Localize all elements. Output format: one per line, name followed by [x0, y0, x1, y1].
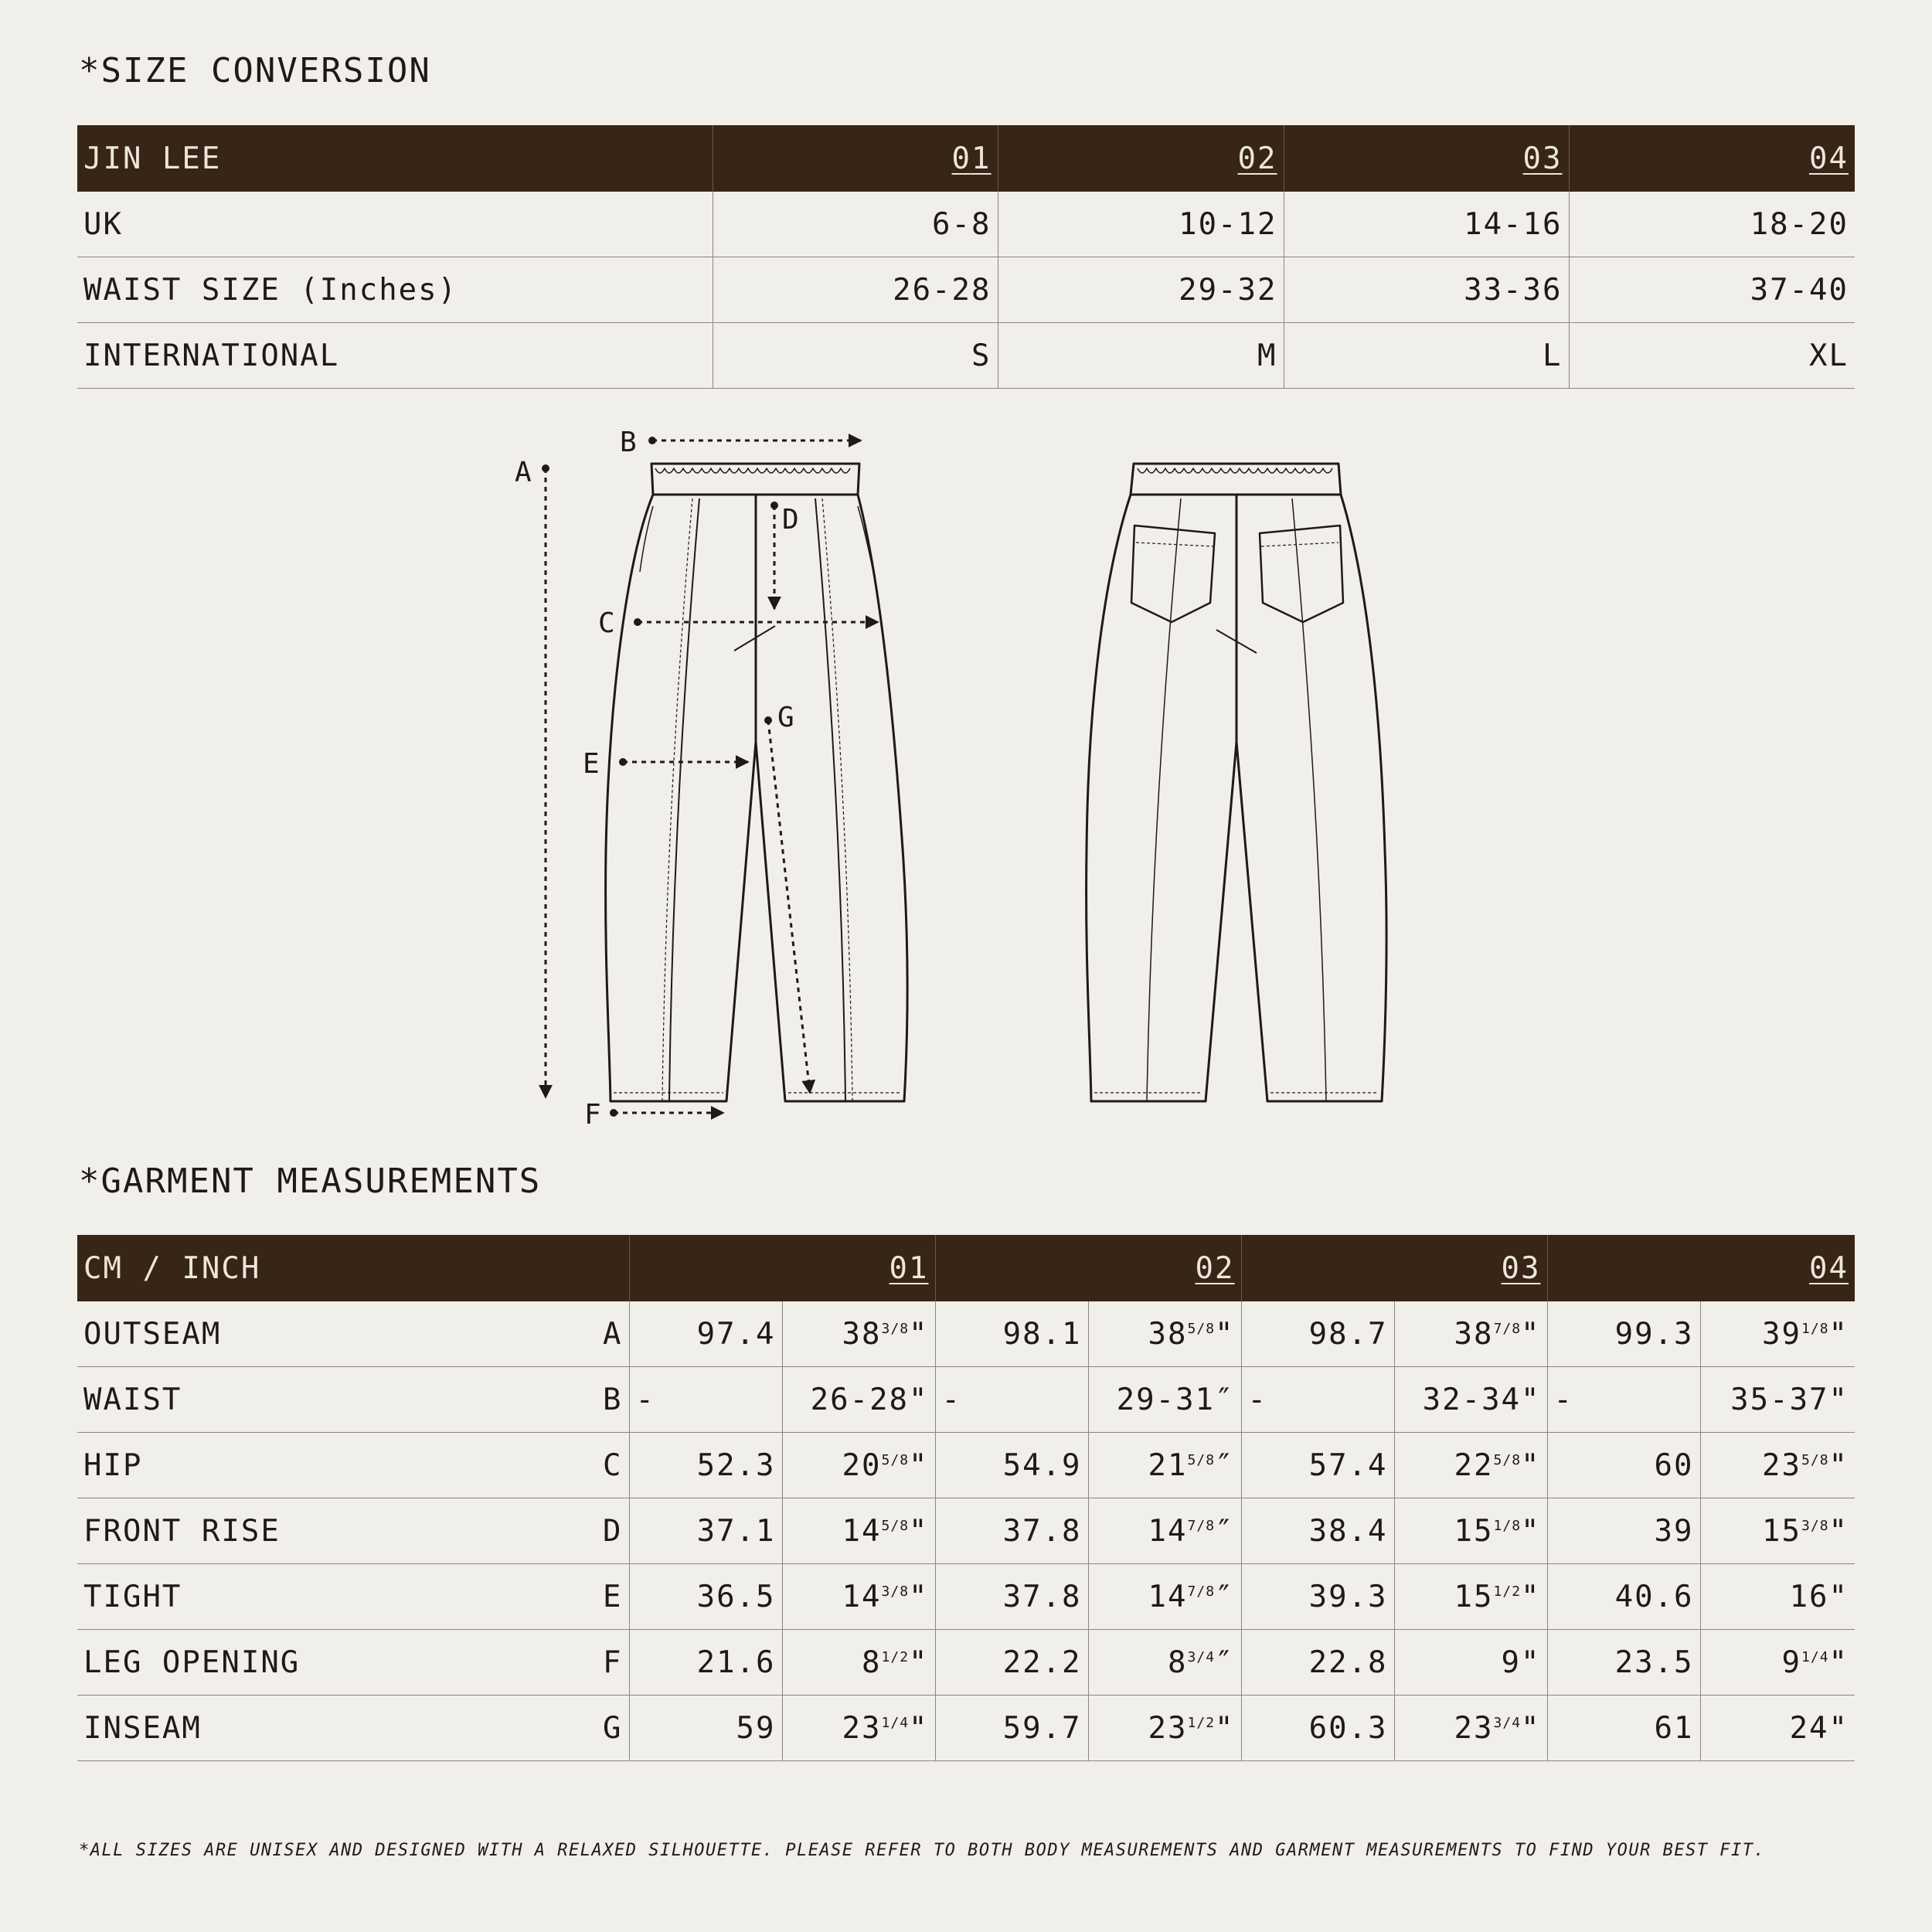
table-row: [77, 257, 1855, 323]
row-label: UK: [77, 192, 713, 257]
table-row: [77, 1433, 1855, 1498]
row-label: TIGHT: [77, 1564, 529, 1630]
inch-value: [1088, 1630, 1241, 1696]
inch-symbol: ": [1521, 1316, 1541, 1352]
inch-whole: 38: [842, 1316, 882, 1352]
label-d: D: [782, 504, 799, 536]
cm-value: 57.4: [1241, 1433, 1394, 1498]
inch-value: [782, 1696, 935, 1761]
inch-whole: 14: [842, 1513, 882, 1549]
row-label: WAIST: [77, 1367, 529, 1433]
inch-whole: 39: [1762, 1316, 1802, 1352]
size-01-header: 01: [889, 1250, 929, 1286]
row-label: INTERNATIONAL: [77, 323, 713, 389]
inch-whole: 32-34: [1422, 1382, 1522, 1417]
cm-value: 97.4: [629, 1301, 782, 1367]
cm-value: -: [935, 1367, 1088, 1433]
size-04-header: 04: [1809, 1250, 1849, 1286]
inch-whole: 23: [1148, 1710, 1188, 1746]
inch-fraction: 1/8: [1801, 1320, 1829, 1337]
row-letter: D: [529, 1498, 629, 1564]
inch-whole: 35-37: [1730, 1382, 1829, 1417]
back-view-pants: [1087, 464, 1386, 1101]
inch-value: [1394, 1564, 1547, 1630]
table-row: [77, 323, 1855, 389]
table-row: [77, 1367, 1855, 1433]
inch-whole: 9: [1781, 1645, 1802, 1680]
inch-symbol: ": [909, 1513, 929, 1549]
table-cell: 10-12: [998, 192, 1284, 257]
size-03-header: 03: [1522, 141, 1563, 176]
cm-value: 38.4: [1241, 1498, 1394, 1564]
cm-value: 36.5: [629, 1564, 782, 1630]
size-conversion-title: *SIZE CONVERSION: [79, 51, 431, 90]
inch-value: [782, 1433, 935, 1498]
inch-whole: 14: [842, 1579, 882, 1614]
footnote: *ALL SIZES ARE UNISEX AND DESIGNED WITH A RELAXED SILHOUETTE. PLEASE REFER TO BOTH BODY MEASUREMENTS AND GARMENT MEASUREMENTS TO FIND YOUR BEST FIT.: [79, 1841, 1766, 1860]
inch-value: [1700, 1433, 1855, 1498]
row-letter: F: [529, 1630, 629, 1696]
size-04-header: 04: [1809, 141, 1849, 176]
row-letter: E: [529, 1564, 629, 1630]
label-a: A: [515, 457, 532, 488]
table-row: [77, 1301, 1855, 1367]
inch-symbol: ": [909, 1710, 929, 1746]
cm-value: 60: [1547, 1433, 1700, 1498]
inch-value: [1394, 1433, 1547, 1498]
inch-symbol: ": [1521, 1447, 1541, 1483]
row-label: OUTSEAM: [77, 1301, 529, 1367]
inch-fraction: 1/2: [881, 1648, 910, 1665]
inch-symbol: ″: [1215, 1645, 1235, 1680]
row-letter: G: [529, 1696, 629, 1761]
inch-symbol: ": [909, 1579, 929, 1614]
cm-value: -: [1241, 1367, 1394, 1433]
inch-whole: 23: [842, 1710, 882, 1746]
row-label: INSEAM: [77, 1696, 529, 1761]
garment-header-row: [77, 1235, 1855, 1301]
inch-symbol: ": [1828, 1382, 1849, 1417]
inch-value: [782, 1498, 935, 1564]
table-cell: 6-8: [713, 192, 998, 257]
row-letter: B: [529, 1367, 629, 1433]
inch-fraction: 1/4: [881, 1714, 910, 1731]
inch-fraction: 1/2: [1187, 1714, 1216, 1731]
cm-value: 61: [1547, 1696, 1700, 1761]
inch-fraction: 5/8: [1801, 1451, 1829, 1468]
cm-value: 37.1: [629, 1498, 782, 1564]
inch-value: [1088, 1696, 1241, 1761]
table-row: [77, 1696, 1855, 1761]
inch-fraction: 7/8: [1187, 1583, 1216, 1600]
size-02-header: 02: [1195, 1250, 1235, 1286]
inch-fraction: 1/8: [1493, 1517, 1522, 1534]
cm-value: 52.3: [629, 1433, 782, 1498]
inch-value: [1700, 1564, 1855, 1630]
inch-value: [1700, 1696, 1855, 1761]
inch-whole: 26-28: [810, 1382, 910, 1417]
inch-value: [1088, 1433, 1241, 1498]
table-row: [77, 1564, 1855, 1630]
inch-fraction: 5/8: [1187, 1320, 1216, 1337]
inch-value: [1088, 1367, 1241, 1433]
inch-whole: 22: [1454, 1447, 1494, 1483]
brand-label: JIN LEE: [77, 125, 713, 192]
inch-symbol: ": [1828, 1316, 1849, 1352]
cm-value: 59.7: [935, 1696, 1088, 1761]
cm-value: 22.8: [1241, 1630, 1394, 1696]
inch-value: [1088, 1498, 1241, 1564]
table-row: [77, 1630, 1855, 1696]
inch-symbol: ": [1215, 1316, 1235, 1352]
garment-measurements-table: [77, 1235, 1855, 1761]
inch-symbol: ": [1828, 1579, 1849, 1614]
inch-value: [1700, 1498, 1855, 1564]
inch-whole: 15: [1454, 1579, 1494, 1614]
inch-symbol: ": [1521, 1513, 1541, 1549]
cm-value: 40.6: [1547, 1564, 1700, 1630]
inch-fraction: 3/8: [1801, 1517, 1829, 1534]
inch-fraction: 7/8: [1187, 1517, 1216, 1534]
cm-value: 37.8: [935, 1498, 1088, 1564]
inch-value: [782, 1630, 935, 1696]
cm-value: 39: [1547, 1498, 1700, 1564]
inch-symbol: ": [1828, 1447, 1849, 1483]
inch-value: [1394, 1301, 1547, 1367]
size-conversion-table: [77, 125, 1855, 389]
label-b: B: [620, 427, 637, 458]
inch-value: [1700, 1630, 1855, 1696]
inch-value: [782, 1301, 935, 1367]
inch-fraction: 5/8: [881, 1451, 910, 1468]
cm-value: 21.6: [629, 1630, 782, 1696]
inch-whole: 23: [1454, 1710, 1494, 1746]
inch-fraction: 7/8: [1493, 1320, 1522, 1337]
cm-value: -: [629, 1367, 782, 1433]
label-c: C: [598, 607, 615, 639]
inch-symbol: ": [1215, 1710, 1235, 1746]
inch-whole: 8: [1168, 1645, 1188, 1680]
row-label: HIP: [77, 1433, 529, 1498]
inch-fraction: 5/8: [1187, 1451, 1216, 1468]
table-cell: 14-16: [1284, 192, 1569, 257]
cm-value: -: [1547, 1367, 1700, 1433]
inch-value: [782, 1564, 935, 1630]
inch-fraction: 5/8: [881, 1517, 910, 1534]
inch-symbol: ": [909, 1447, 929, 1483]
inch-fraction: 3/4: [1493, 1714, 1522, 1731]
inch-symbol: ": [1828, 1710, 1849, 1746]
cm-value: 99.3: [1547, 1301, 1700, 1367]
inch-symbol: ": [909, 1382, 929, 1417]
inch-symbol: ": [1828, 1513, 1849, 1549]
table-cell: 18-20: [1569, 192, 1855, 257]
row-letter: C: [529, 1433, 629, 1498]
pants-diagram: [495, 425, 1406, 1136]
unit-label: CM / INCH: [77, 1235, 629, 1301]
table-cell: L: [1284, 323, 1569, 389]
cm-value: 98.7: [1241, 1301, 1394, 1367]
label-g: G: [777, 702, 794, 733]
inch-symbol: ": [909, 1316, 929, 1352]
inch-value: [782, 1367, 935, 1433]
inch-value: [1394, 1630, 1547, 1696]
cm-value: 37.8: [935, 1564, 1088, 1630]
garment-measurements-title: *GARMENT MEASUREMENTS: [79, 1162, 542, 1201]
table-cell: 33-36: [1284, 257, 1569, 323]
table-cell: M: [998, 323, 1284, 389]
inch-symbol: ″: [1215, 1382, 1235, 1417]
table-cell: 37-40: [1569, 257, 1855, 323]
table-cell: 29-32: [998, 257, 1284, 323]
label-f: F: [584, 1099, 601, 1131]
inch-whole: 23: [1762, 1447, 1802, 1483]
cm-value: 60.3: [1241, 1696, 1394, 1761]
inch-fraction: 3/8: [881, 1320, 910, 1337]
inch-value: [1088, 1564, 1241, 1630]
table-row: [77, 192, 1855, 257]
inch-whole: 16: [1789, 1579, 1829, 1614]
inch-symbol: ": [1521, 1579, 1541, 1614]
row-label: FRONT RISE: [77, 1498, 529, 1564]
inch-fraction: 3/4: [1187, 1648, 1216, 1665]
table-cell: S: [713, 323, 998, 389]
inch-symbol: ″: [1215, 1579, 1235, 1614]
inch-whole: 24: [1789, 1710, 1829, 1746]
size-03-header: 03: [1501, 1250, 1541, 1286]
inch-symbol: ″: [1215, 1447, 1235, 1483]
inch-value: [1088, 1301, 1241, 1367]
inch-symbol: ": [1521, 1645, 1541, 1680]
inch-whole: 9: [1501, 1645, 1522, 1680]
inch-symbol: ": [909, 1645, 929, 1680]
inch-fraction: 1/4: [1801, 1648, 1829, 1665]
inch-whole: 14: [1148, 1579, 1188, 1614]
inch-whole: 14: [1148, 1513, 1188, 1549]
cm-value: 23.5: [1547, 1630, 1700, 1696]
row-label: LEG OPENING: [77, 1630, 529, 1696]
inch-symbol: ": [1521, 1382, 1541, 1417]
table-row: [77, 1498, 1855, 1564]
inch-whole: 21: [1148, 1447, 1188, 1483]
inch-whole: 38: [1454, 1316, 1494, 1352]
inch-fraction: 1/2: [1493, 1583, 1522, 1600]
front-view-pants: [606, 464, 907, 1101]
size-01-header: 01: [951, 141, 992, 176]
inch-value: [1394, 1696, 1547, 1761]
inch-whole: 38: [1148, 1316, 1188, 1352]
inch-fraction: 5/8: [1493, 1451, 1522, 1468]
size-conversion-header-row: [77, 125, 1855, 192]
inch-value: [1700, 1367, 1855, 1433]
row-label: WAIST SIZE (Inches): [77, 257, 713, 323]
cm-value: 98.1: [935, 1301, 1088, 1367]
inch-fraction: 3/8: [881, 1583, 910, 1600]
cm-value: 39.3: [1241, 1564, 1394, 1630]
inch-symbol: ": [1521, 1710, 1541, 1746]
inch-symbol: ": [1828, 1645, 1849, 1680]
inch-whole: 15: [1762, 1513, 1802, 1549]
cm-value: 54.9: [935, 1433, 1088, 1498]
size-02-header: 02: [1237, 141, 1277, 176]
inch-symbol: ″: [1215, 1513, 1235, 1549]
table-cell: 26-28: [713, 257, 998, 323]
inch-whole: 29-31: [1116, 1382, 1216, 1417]
cm-value: 22.2: [935, 1630, 1088, 1696]
label-e: E: [583, 748, 600, 780]
inch-whole: 20: [842, 1447, 882, 1483]
inch-whole: 15: [1454, 1513, 1494, 1549]
table-cell: XL: [1569, 323, 1855, 389]
row-letter: A: [529, 1301, 629, 1367]
inch-value: [1394, 1498, 1547, 1564]
inch-value: [1394, 1367, 1547, 1433]
cm-value: 59: [629, 1696, 782, 1761]
inch-value: [1700, 1301, 1855, 1367]
inch-whole: 8: [862, 1645, 882, 1680]
